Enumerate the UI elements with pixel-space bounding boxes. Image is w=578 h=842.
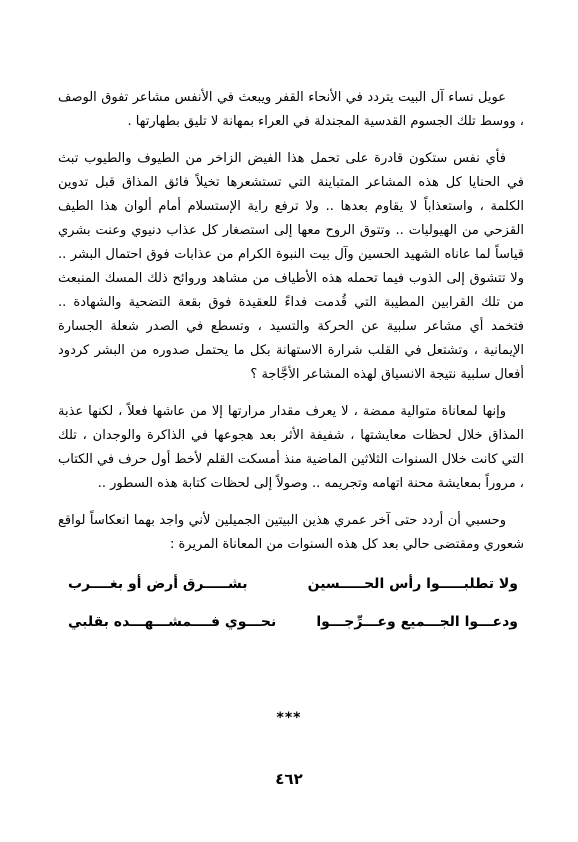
paragraph-3: وإنها لمعاناة متوالية ممضة ، لا يعرف مقدار مرارتها إلا من عاشها فعلاً ، لكنها عذبة المذاق خلال لحظات معايشتها ، شفيفة الأثر بعد هجوعها في الذاكرة والوجدان ، تلك التي كانت خلال السنوات الثلاثين الماضية منذ أمسكت القلم لأخط أول حرف في الكتاب ، مروراً بمعايشة محنة اتهامه وتجريمه .. وصولاً إلى لحظات كتابة هذه السطور .. [58, 404, 524, 491]
poem-verse-2 [58, 608, 524, 636]
poem-verse-1 [58, 570, 524, 598]
page-number: ٤٦٢ [275, 770, 303, 788]
verse-1-second-hemistich: بشـــــرق أرض أو بغــــرب [68, 576, 248, 592]
page-body [58, 86, 524, 646]
paragraph-2: فأي نفس ستكون قادرة على تحمل هذا الفيض الزاخر من الطيوف والطيوب تبث في الحنايا كل هذه المشاعر المتباينة التي تستشعرها تخيلاً فائق المذاق قبل تدوين الكلمة ، واستعذاباً لا يقاوم بعدها .. ولا ترفع راية الإستسلام أمام ألوان هذا الطيف القزحي من الهيوليات .. وتتوق الروح معها إلى استصغار كل عذاب دنيوي وعنت بشري قياساً لما عاناه الشهيد الحسين وآل بيت النبوة الكرام من عذابات فوق احتمال البشر .. ولا تتشوق إلى الذوب فيما تحمله هذه الأطياف من مشاهد وروائح ذلك المسك المنبعث من تلك القرابين المطيبة التي قُدمت فداءً للعقيدة فوق بقعة التضحية والشهادة .. فتخمد أي مشاعر سلبية عن الحركة والتسيد ، وتسطع في الصدر شعلة الجسارة الإيمانية ، وتشتعل في القلب شرارة الاستهانة بكل ما يحتمل صدوره من البشر كردود أفعال سلبية نتيجة الانسياق لهذه المشاعر الأجَّاجة ؟ [58, 151, 524, 382]
verse-2-second-hemistich: نحـــوي فــــمشـــهـــده بقلبي [68, 614, 277, 630]
verse-2-first-hemistich: ودعـــوا الجـــميع وعـــرِّجـــوا [316, 614, 518, 630]
paragraph-4: وحسبي أن أردد حتى آخر عمري هذين البيتين الجميلين لأني واجد بهما انعكاساً لواقع شعوري ومقتضى حالي بعد كل هذه السنوات من المعاناة المريرة : [58, 513, 524, 552]
section-separator: *** [276, 710, 302, 726]
paragraph-1: عويل نساء آل البيت يتردد في الأنحاء القفر ويبعث في الأنفس مشاعر تفوق الوصف ، ووسط تلك الجسوم القدسية المجندلة في العراء بمهانة لا تليق بطهارتها . [58, 90, 524, 129]
poem [58, 570, 524, 636]
verse-1-first-hemistich: ولا تطلبـــــوا رأس الحـــــسين [307, 576, 518, 592]
